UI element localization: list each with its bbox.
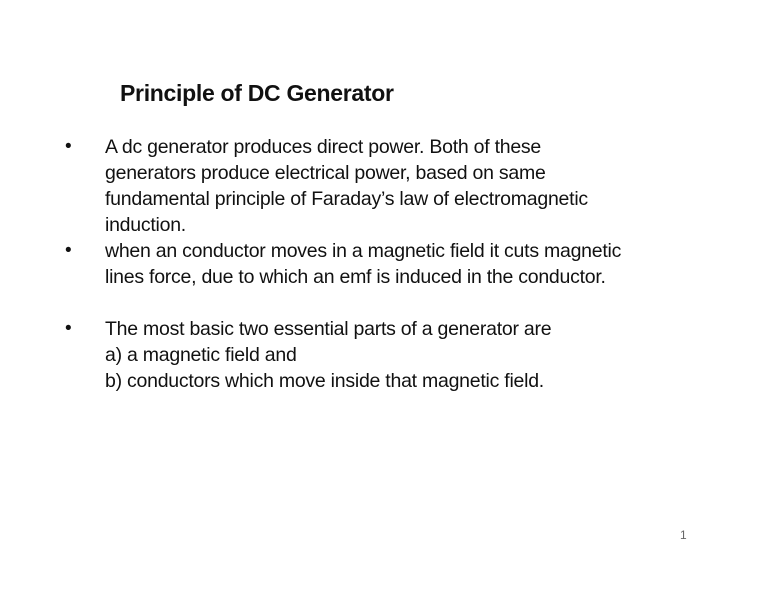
bullet-text-line: induction.	[105, 214, 186, 236]
bullet-list	[62, 134, 712, 394]
bullet-spacer	[62, 290, 712, 316]
bullet-text-line: The most basic two essential parts of a generator are	[105, 318, 552, 340]
bullet-text-line: generators produce electrical power, based on same	[105, 162, 546, 184]
bullet-item	[62, 134, 712, 238]
bullet-icon: •	[65, 240, 72, 261]
bullet-text-line: lines force, due to which an emf is induced in the conductor.	[105, 266, 606, 288]
bullet-text-line: fundamental principle of Faraday’s law of electromagnetic	[105, 188, 588, 210]
page-number: 1	[680, 528, 687, 542]
slide-title: Principle of DC Generator	[120, 80, 394, 106]
bullet-text-line: A dc generator produces direct power. Both of these	[105, 136, 542, 158]
bullet-icon: •	[65, 136, 72, 157]
bullet-text-line: when an conductor moves in a magnetic field it cuts magnetic	[105, 240, 622, 262]
bullet-item	[62, 316, 712, 394]
bullet-text-line: b) conductors which move inside that magnetic field.	[105, 370, 544, 392]
bullet-text-line: a) a magnetic field and	[105, 344, 297, 366]
bullet-icon: •	[65, 318, 72, 339]
bullet-item	[62, 238, 712, 290]
